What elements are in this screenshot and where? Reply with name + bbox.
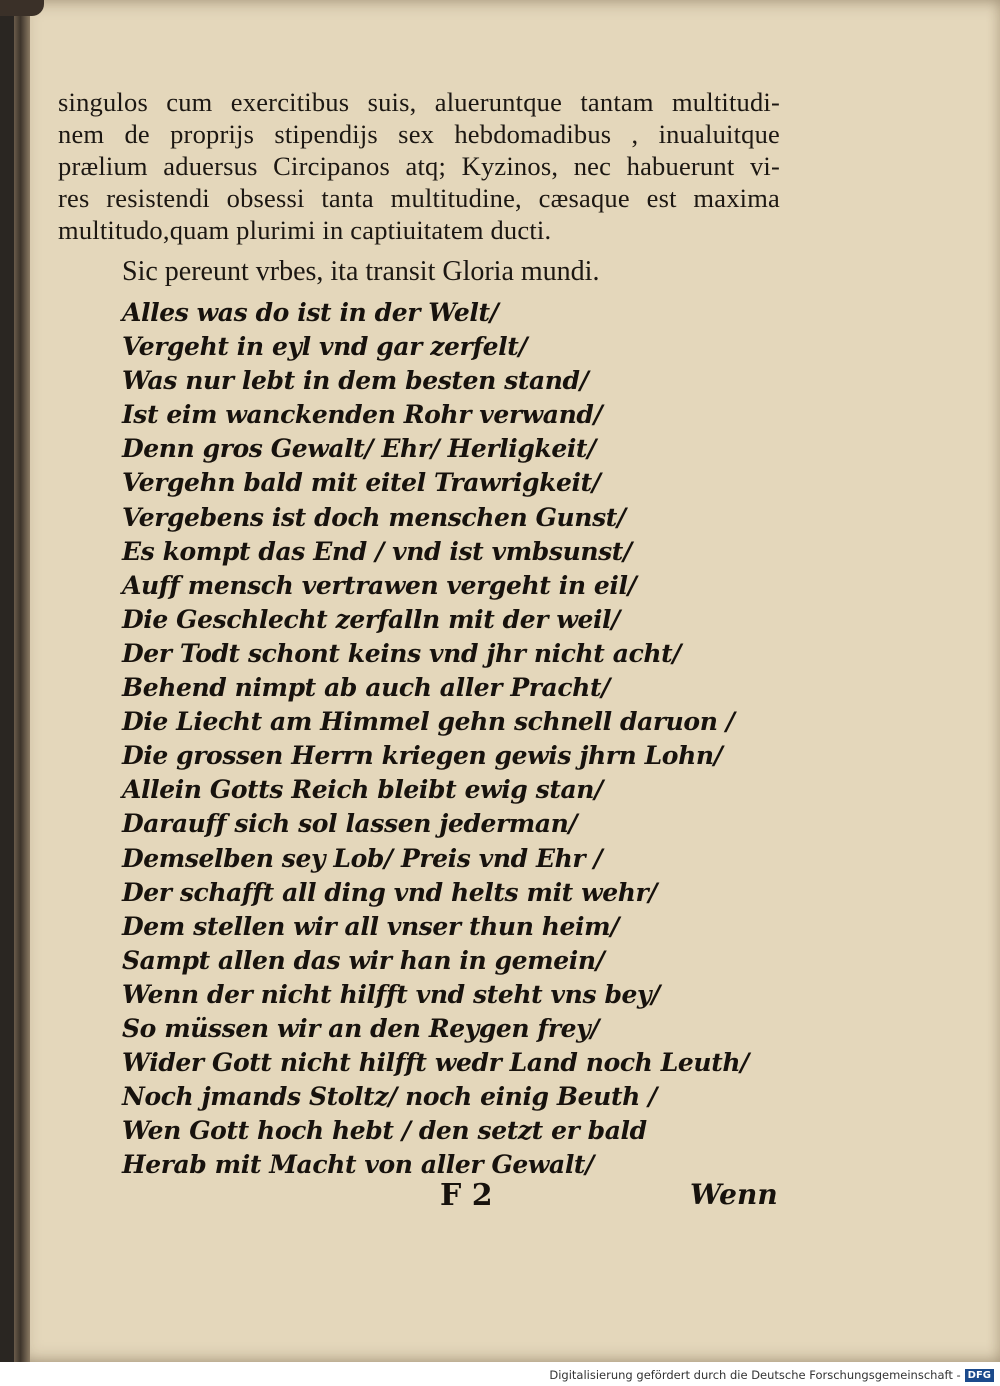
digitization-footer [549, 1366, 994, 1384]
verse-line: Allein Gotts Reich bleibt ewig stan/ [122, 775, 603, 805]
footer-text: Digitalisierung gefördert durch die Deutsche Forschungsgemeinschaft - [549, 1368, 961, 1382]
latin-line: prælium aduersus Circipanos atq; Kyzinos, nec habuerunt vi- [58, 151, 780, 181]
verse-line: Wenn der nicht hilfft vnd steht vns bey/ [122, 979, 660, 1009]
verse-line: Auff mensch vertrawen vergeht in eil/ [122, 570, 637, 600]
motto-line: Sic pereunt vrbes, ita transit Gloria mundi. [122, 256, 600, 287]
dfg-logo: DFG [965, 1369, 994, 1382]
verse-line: Vergeht in eyl vnd gar zerfelt/ [122, 332, 528, 362]
signature-mark: F 2 [440, 1178, 493, 1213]
verse-line: Noch jmands Stoltz/ noch einig Beuth / [122, 1082, 657, 1112]
verse-line: Ist eim wanckenden Rohr verwand/ [122, 400, 603, 430]
verse-line: Demselben sey Lob/ Preis vnd Ehr / [122, 843, 603, 873]
verse-line: Wider Gott nicht hilfft wedr Land noch Leuth/ [122, 1048, 749, 1078]
verse-line: Wen Gott hoch hebt / den setzt er bald [122, 1116, 647, 1146]
verse-line: Sampt allen das wir han in gemein/ [122, 945, 605, 975]
verse-line: Vergehn bald mit eitel Trawrigkeit/ [122, 468, 601, 498]
verse-line: Alles was do ist in der Welt/ [122, 298, 499, 327]
verse-line: Darauff sich sol lassen jederman/ [122, 809, 578, 839]
verse-line: Behend nimpt ab auch aller Pracht/ [122, 673, 610, 703]
verse-line: Dem stellen wir all vnser thun heim/ [122, 911, 619, 941]
verse-line: Die grossen Herrn kriegen gewis jhrn Lohn/ [122, 741, 723, 771]
page-spine-edge [14, 0, 30, 1362]
catchword: Wenn [690, 1178, 778, 1211]
verse-line: Der schafft all ding vnd helts mit wehr/ [122, 877, 658, 907]
verse-line: Die Liecht am Himmel gehn schnell daruon / [122, 707, 735, 737]
verse-line: Die Geschlecht zerfalln mit der weil/ [122, 604, 620, 634]
verse-line: So müssen wir an den Reygen frey/ [122, 1013, 599, 1043]
latin-line: multitudo,quam plurimi in captiuitatem ducti. [58, 215, 552, 245]
verse-line: Was nur lebt in dem besten stand/ [122, 366, 589, 396]
verse-line: Es kompt das End / vnd ist vmbsunst/ [122, 536, 632, 566]
verse-line: Denn gros Gewalt/ Ehr/ Herligkeit/ [122, 434, 596, 464]
latin-paragraph [58, 86, 780, 246]
latin-line: singulos cum exercitibus suis, alueruntque tantam multitudi- [58, 87, 780, 117]
latin-line: res resistendi obsessi tanta multitudine, cæsaque est maxima [58, 183, 780, 213]
book-clip [0, 0, 44, 16]
latin-line: nem de proprijs stipendijs sex hebdomadibus , inualuitque [58, 119, 780, 149]
verse-list [122, 296, 749, 1182]
verse-line: Der Todt schont keins vnd jhr nicht acht/ [122, 638, 682, 668]
verse-line: Vergebens ist doch menschen Gunst/ [122, 502, 626, 532]
verse-line: Herab mit Macht von aller Gewalt/ [122, 1150, 594, 1180]
